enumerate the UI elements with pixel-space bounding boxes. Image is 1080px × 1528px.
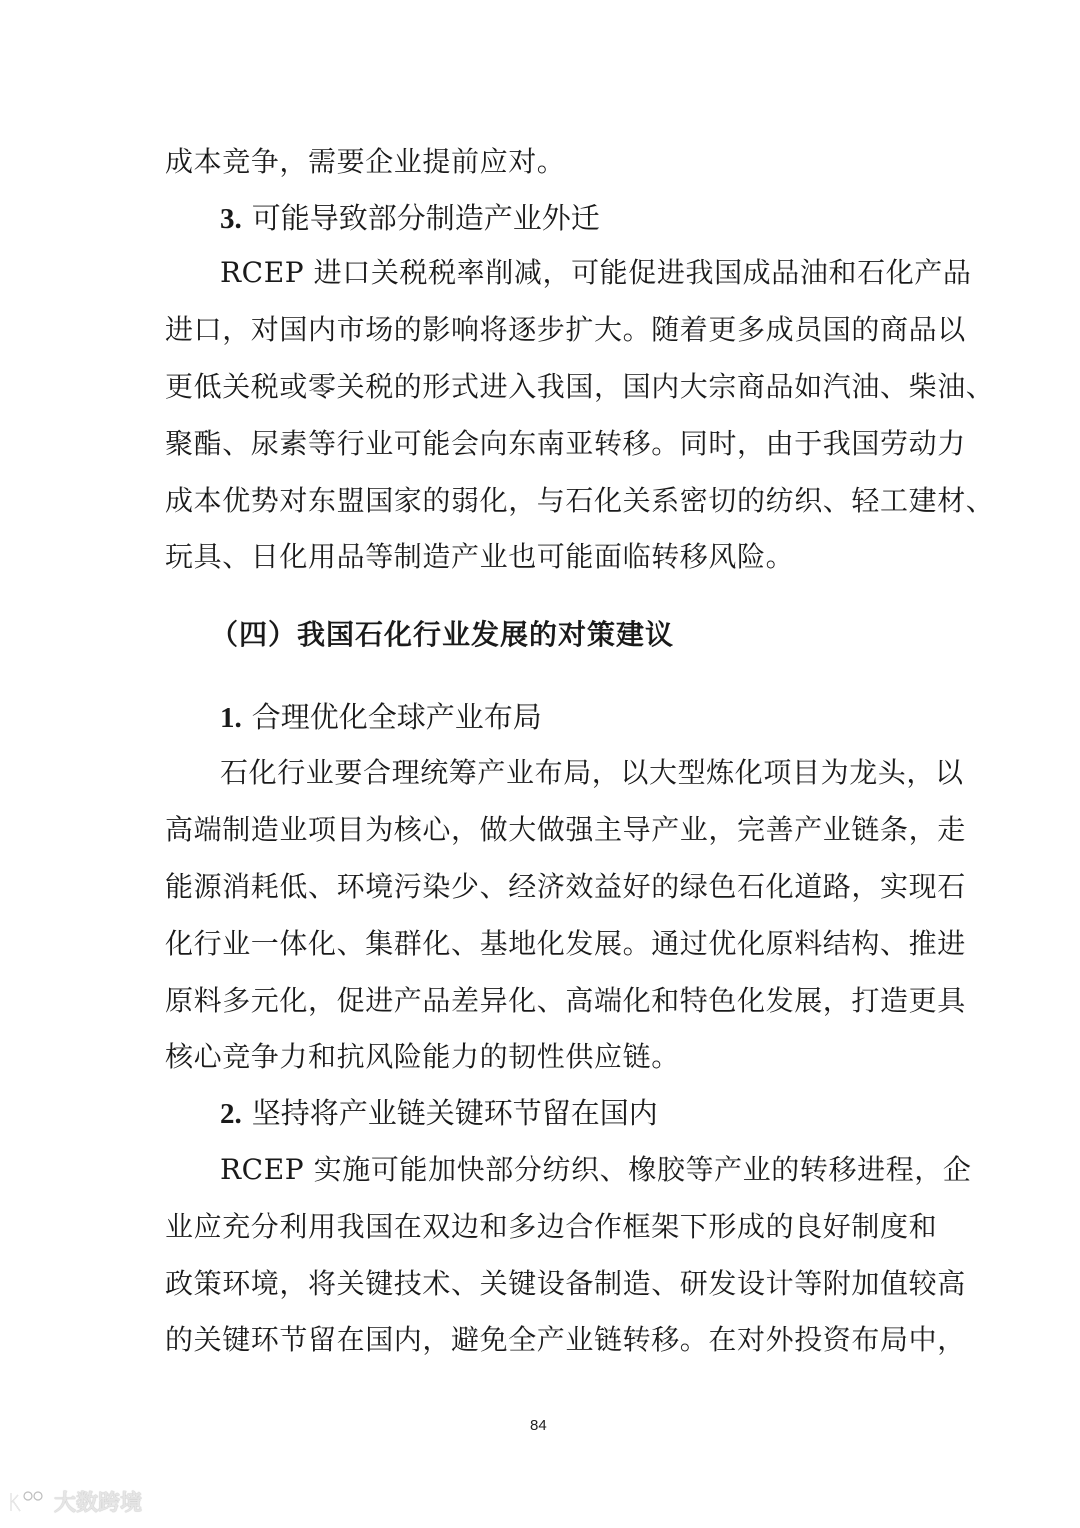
paragraph-line: 玩具、日化用品等制造产业也可能面临转移风险。 <box>165 540 795 573</box>
heading-number: 3. <box>220 203 242 235</box>
heading-text: 可能导致部分制造产业外迁 <box>251 201 600 235</box>
section-heading-4: （四）我国石化行业发展的对策建议 <box>210 618 675 651</box>
paragraph-line: RCEP 实施可能加快部分纺织、橡胶等产业的转移进程，企 <box>220 1153 972 1186</box>
section-heading-2 <box>220 1093 658 1134</box>
paragraph-line: 能源消耗低、环境污染少、经济效益好的绿色石化道路，实现石 <box>165 870 966 903</box>
heading-text: 合理优化全球产业布局 <box>251 700 542 734</box>
paragraph-line: 聚酯、尿素等行业可能会向东南亚转移。同时，由于我国劳动力 <box>165 427 966 460</box>
watermark <box>8 1486 142 1517</box>
section-heading-1 <box>220 697 542 738</box>
k100-logo-icon <box>8 1489 48 1515</box>
paragraph-line: 更低关税或零关税的形式进入我国，国内大宗商品如汽油、柴油、 <box>165 370 995 403</box>
paragraph-line: 成本优势对东盟国家的弱化，与石化关系密切的纺织、轻工建材、 <box>165 484 995 517</box>
paragraph-line: 成本竞争，需要企业提前应对。 <box>165 145 566 178</box>
heading-number: 1. <box>220 702 242 734</box>
watermark-text: 大数跨境 <box>54 1491 143 1516</box>
paragraph-line: 政策环境，将关键技术、关键设备制造、研发设计等附加值较高 <box>165 1267 966 1300</box>
heading-text: 坚持将产业链关键环节留在国内 <box>251 1096 658 1130</box>
paragraph-line: 高端制造业项目为核心，做大做强主导产业，完善产业链条，走 <box>165 813 966 846</box>
paragraph-line: 进口，对国内市场的影响将逐步扩大。随着更多成员国的商品以 <box>165 313 966 346</box>
paragraph-line: RCEP 进口关税税率削减，可能促进我国成品油和石化产品 <box>220 256 972 289</box>
paragraph-line: 业应充分利用我国在双边和多边合作框架下形成的良好制度和 <box>165 1210 938 1243</box>
section-heading-3 <box>220 198 600 239</box>
paragraph-line: 石化行业要合理统筹产业布局，以大型炼化项目为龙头，以 <box>220 756 964 789</box>
paragraph-line: 原料多元化，促进产品差异化、高端化和特色化发展，打造更具 <box>165 984 966 1017</box>
paragraph-line: 化行业一体化、集群化、基地化发展。通过优化原料结构、推进 <box>165 927 966 960</box>
heading-number: 2. <box>220 1098 242 1130</box>
page-number: 84 <box>530 1417 547 1434</box>
paragraph-line: 核心竞争力和抗风险能力的韧性供应链。 <box>165 1040 680 1073</box>
paragraph-line: 的关键环节留在国内，避免全产业链转移。在对外投资布局中， <box>165 1323 966 1356</box>
